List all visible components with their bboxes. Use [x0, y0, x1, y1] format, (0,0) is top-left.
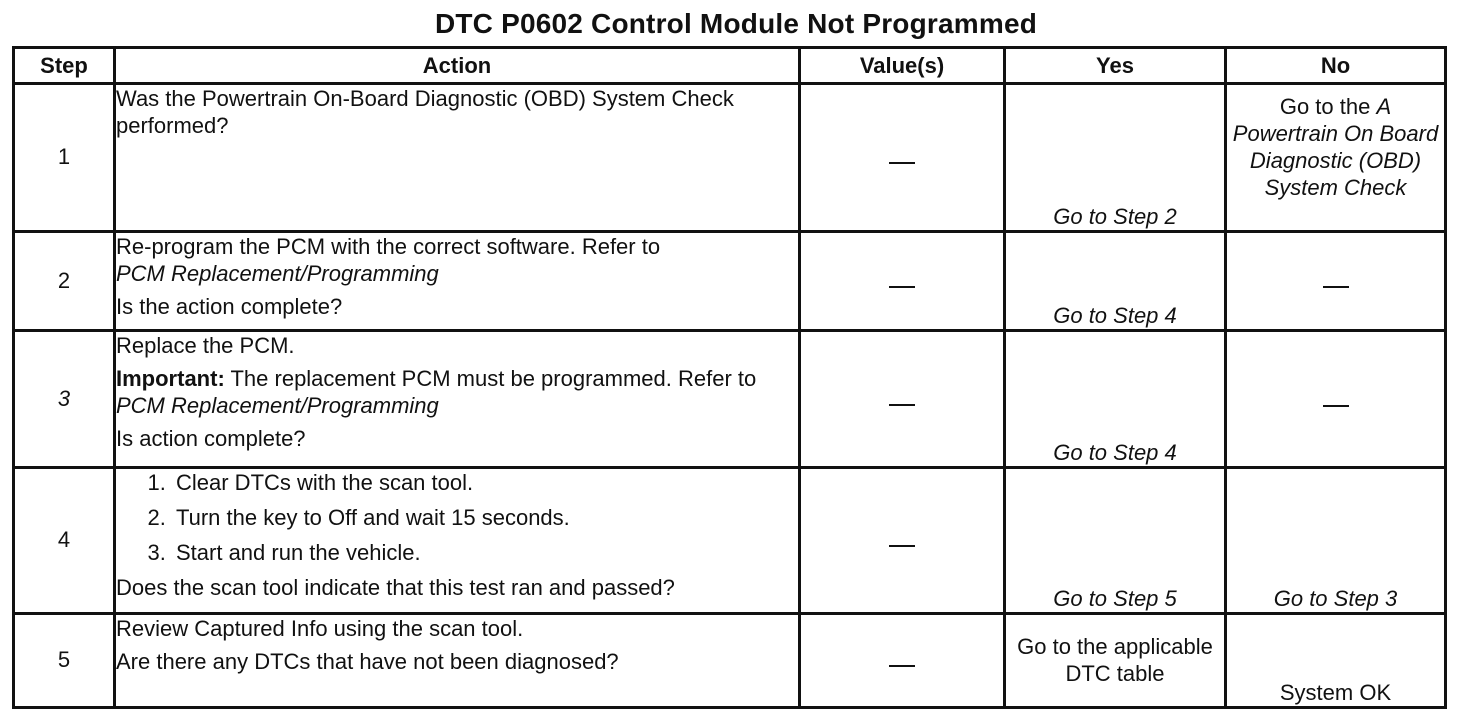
- yes-cell: Go to Step 4: [1005, 331, 1226, 468]
- action-line: Replace the PCM.: [116, 333, 295, 359]
- action-line: Review Captured Info using the scan tool.: [116, 615, 524, 641]
- action-cell: [115, 613, 800, 707]
- list-item: 1. Clear DTCs with the scan tool.: [172, 469, 798, 496]
- yes-cell: Go to Step 4: [1005, 231, 1226, 330]
- value-cell: [800, 231, 1005, 330]
- dash-mark: [889, 665, 915, 667]
- action-cell: [115, 467, 800, 613]
- action-question: Is the action complete?: [116, 293, 343, 319]
- no-cell: Go to Step 3: [1226, 467, 1446, 613]
- important-text: The replacement PCM must be programmed. Refer to: [224, 366, 757, 392]
- value-cell: [800, 331, 1005, 468]
- action-text: [116, 233, 798, 287]
- action-line: Re-program the PCM with the correct software. Refer to: [116, 233, 661, 259]
- action-reference: PCM Replacement/Programming: [116, 393, 439, 419]
- action-question: Are there any DTCs that have not been diagnosed?: [116, 648, 619, 674]
- yes-cell: Go to the applicable DTC table: [1005, 613, 1226, 707]
- action-cell: [115, 231, 800, 330]
- step-number: 5: [14, 613, 115, 707]
- action-cell: [115, 84, 800, 232]
- no-reference: A Powertrain On Board Diagnostic (OBD) System Check: [1232, 94, 1439, 200]
- dash-mark: [1323, 286, 1349, 288]
- action-reference: PCM Replacement/Programming: [116, 260, 439, 286]
- action-question: Is action complete?: [116, 426, 306, 452]
- yes-cell: Go to Step 2: [1005, 84, 1226, 232]
- important-note: [116, 365, 798, 419]
- step-number: 3: [14, 331, 115, 468]
- table-row-step-3: [14, 331, 1446, 468]
- value-cell: [800, 467, 1005, 613]
- header-step: Step: [14, 48, 115, 84]
- header-row: [14, 48, 1446, 84]
- no-cell: [1226, 331, 1446, 468]
- no-cell: [1226, 84, 1446, 232]
- list-item: 3. Start and run the vehicle.: [172, 539, 798, 566]
- dash-mark: [1323, 405, 1349, 407]
- header-values: Value(s): [800, 48, 1005, 84]
- diagnostic-table: [12, 46, 1447, 709]
- yes-cell: Go to Step 5: [1005, 467, 1226, 613]
- no-cell: System OK: [1226, 613, 1446, 707]
- page-title: DTC P0602 Control Module Not Programmed: [434, 8, 1038, 39]
- table-row-step-4: [14, 467, 1446, 613]
- header-no: No: [1226, 48, 1446, 84]
- step-number: 4: [14, 467, 115, 613]
- no-prefix: Go to the: [1279, 94, 1377, 119]
- table-row-step-1: [14, 84, 1446, 232]
- action-steps-list: [116, 469, 798, 566]
- action-question: Does the scan tool indicate that this test ran and passed?: [116, 574, 675, 600]
- list-item: 2. Turn the key to Off and wait 15 seconds.: [172, 504, 798, 531]
- dash-mark: [889, 162, 915, 164]
- no-cell: [1226, 231, 1446, 330]
- dash-mark: [889, 286, 915, 288]
- header-action: Action: [115, 48, 800, 84]
- value-cell: [800, 613, 1005, 707]
- important-label: Important:: [116, 366, 225, 392]
- dash-mark: [889, 545, 915, 547]
- step-number: 1: [14, 84, 115, 232]
- action-question: Was the Powertrain On-Board Diagnostic (OBD) System Check performed?: [116, 86, 734, 138]
- step-number: 2: [14, 231, 115, 330]
- table-row-step-2: [14, 231, 1446, 330]
- dash-mark: [889, 404, 915, 406]
- header-yes: Yes: [1005, 48, 1226, 84]
- action-cell: [115, 331, 800, 468]
- value-cell: [800, 84, 1005, 232]
- table-row-step-5: [14, 613, 1446, 707]
